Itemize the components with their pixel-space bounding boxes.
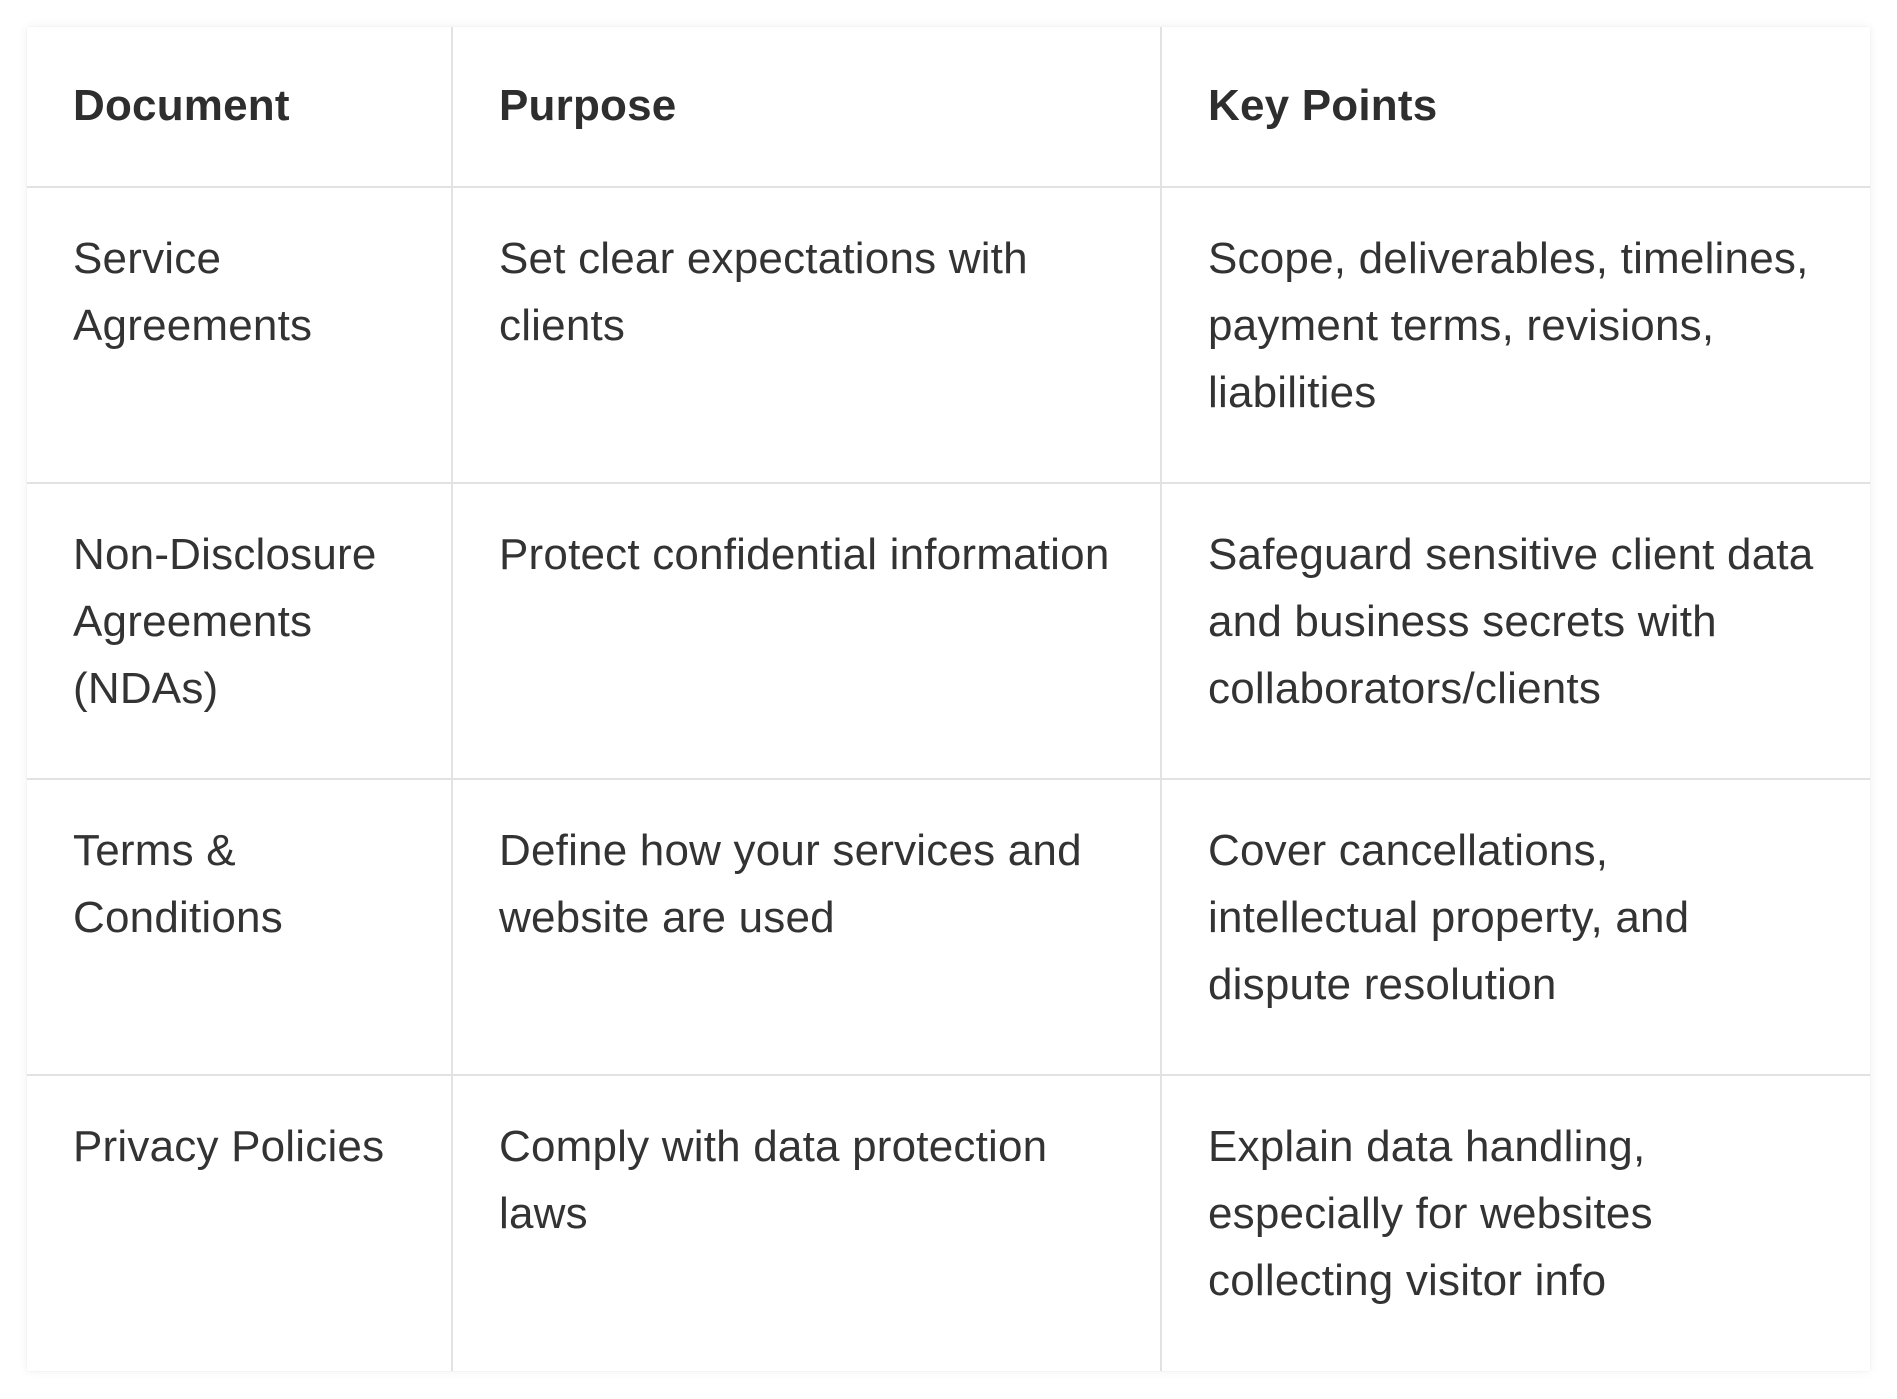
column-header-key-points: Key Points (1161, 27, 1870, 187)
cell-purpose: Set clear expectations with clients (452, 187, 1161, 483)
column-header-purpose: Purpose (452, 27, 1161, 187)
table-row (27, 483, 1870, 779)
column-header-document: Document (27, 27, 452, 187)
table-row (27, 187, 1870, 483)
cell-key-points: Safeguard sensitive client data and business secrets with collaborators/clients (1161, 483, 1870, 779)
table-row (27, 1075, 1870, 1371)
cell-key-points: Cover cancellations, intellectual property, and dispute resolution (1161, 779, 1870, 1075)
cell-purpose: Protect confidential information (452, 483, 1161, 779)
cell-key-points: Explain data handling, especially for websites collecting visitor info (1161, 1075, 1870, 1371)
table-header-row (27, 27, 1870, 187)
cell-key-points: Scope, deliverables, timelines, payment terms, revisions, liabilities (1161, 187, 1870, 483)
cell-document: Terms & Conditions (27, 779, 452, 1075)
cell-document: Privacy Policies (27, 1075, 452, 1371)
table-row (27, 779, 1870, 1075)
cell-document: Non-Disclosure Agreements (NDAs) (27, 483, 452, 779)
cell-purpose: Define how your services and website are used (452, 779, 1161, 1075)
documents-table-card (27, 27, 1870, 1371)
cell-purpose: Comply with data protection laws (452, 1075, 1161, 1371)
documents-table (27, 27, 1870, 1371)
cell-document: Service Agreements (27, 187, 452, 483)
